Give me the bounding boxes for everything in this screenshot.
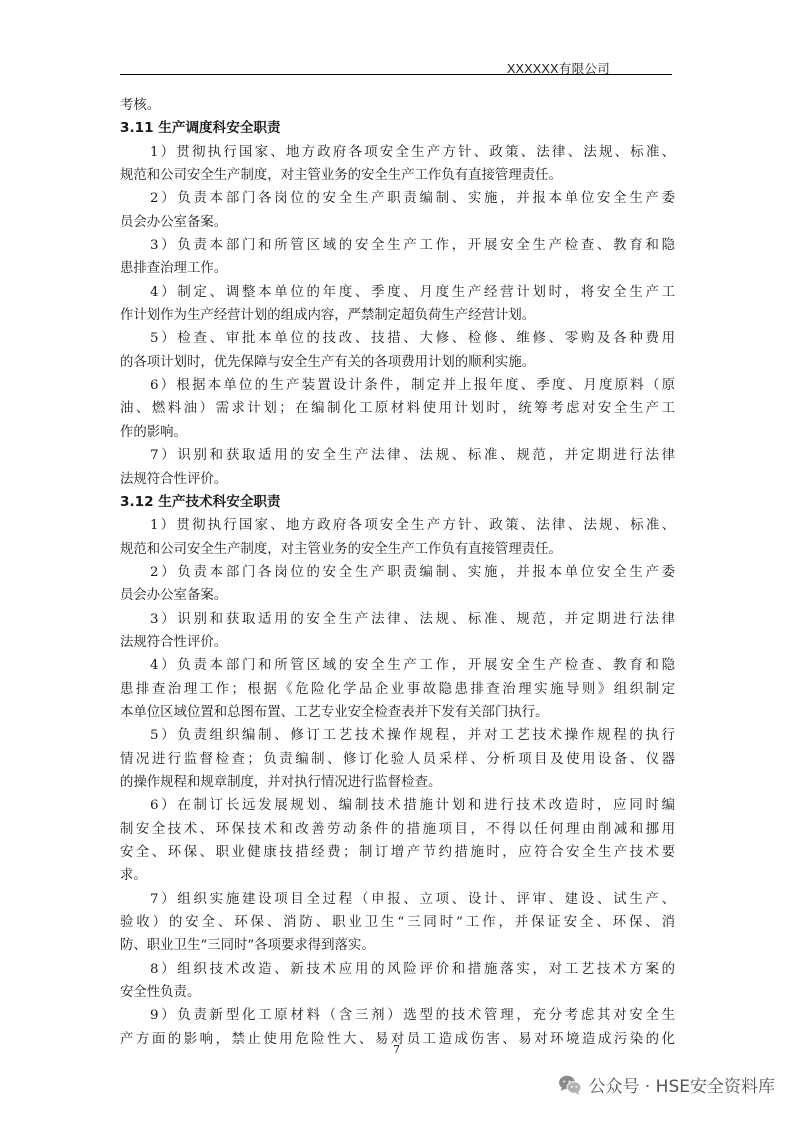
text-line: 安全性负责。: [120, 985, 201, 1001]
text-line: 5）检查、审批本单位的技改、技措、大修、检修、维修、零购及各种费用: [150, 331, 675, 347]
text-line: 员会办公室备案。: [120, 214, 228, 230]
text-line: 防、职业卫生“三同时”各项要求得到落实。: [120, 938, 375, 954]
text-line: 求。: [120, 868, 147, 884]
text-line: 作的影响。: [120, 424, 187, 440]
text-line: 6）根据本单位的生产装置设计条件，制定并上报年度、季度、月度原料（原: [150, 378, 675, 394]
text-line: 情况进行监督检查；负责编制、修订化验人员采样、分析项目及使用设备、仪器: [120, 751, 675, 767]
text-line: 安全、环保、职业健康技措经费；制订增产节约措施时，应符合安全生产技术要: [120, 845, 675, 860]
text-line: 患排查治理工作；根据《危险化学品企业事故隐患排查治理实施导则》组织制定: [120, 681, 675, 697]
section-heading: 3.12 生产技术科安全职责: [120, 493, 281, 510]
text-line: 规范和公司安全生产制度，对主管业务的安全生产工作负有直接管理责任。: [120, 168, 562, 184]
header-company-name: XXXXXX有限公司: [506, 62, 610, 76]
text-line: 油、燃料油）需求计划；在编制化工原材料使用计划时，统筹考虑对安全生产工: [120, 401, 675, 417]
text-line: 产方面的影响，禁止使用危险性大、易对员工造成伤害、易对环境造成污染的化: [120, 1031, 675, 1047]
text-line: 2）负责本部门各岗位的安全生产职责编制、实施，并报本单位安全生产委: [150, 564, 675, 580]
text-line: 制安全技术、环保技术和改善劳动条件的措施项目，不得以任何理由削减和挪用: [120, 821, 675, 837]
text-line: 6）在制订长远发展规划、编制技术措施计划和进行技术改造时，应同时编: [150, 798, 675, 814]
text-line: 3）识别和获取适用的安全生产法律、法规、标准、规范，并定期进行法律: [150, 611, 675, 627]
watermark: [558, 1072, 775, 1097]
text-line: 4）制定、调整本单位的年度、季度、月度生产经营计划时，将安全生产工: [150, 284, 675, 300]
text-line: 2）负责本部门各岗位的安全生产职责编制、实施，并报本单位安全生产委: [150, 191, 675, 207]
text-line: 4）负责本部门和所管区域的安全生产工作，开展安全生产检查、教育和隐: [150, 658, 675, 674]
text-line: 1）贯彻执行国家、地方政府各项安全生产方针、政策、法律、法规、标准、: [150, 144, 675, 160]
section-heading: 3.11 生产调度科安全职责: [120, 120, 281, 137]
watermark-text: 公众号 · HSE安全资料库: [588, 1077, 775, 1097]
text-line: 5）负责组织编制、修订工艺技术操作规程，并对工艺技术操作规程的执行: [150, 728, 675, 744]
document-body: [120, 94, 675, 1051]
wechat-icon: [558, 1074, 582, 1096]
text-line: 患排查治理工作。: [120, 261, 228, 277]
text-line: 法规符合性评价。: [120, 471, 228, 487]
text-line: 1）贯彻执行国家、地方政府各项安全生产方针、政策、法律、法规、标准、: [150, 518, 675, 534]
text-line: 7）识别和获取适用的安全生产法律、法规、标准、规范，并定期进行法律: [150, 448, 675, 464]
text-line: 的操作规程和规章制度，并对执行情况进行监督检查。: [120, 774, 442, 790]
text-line: 员会办公室备案。: [120, 588, 228, 604]
text-line: 验收）的安全、环保、消防、职业卫生“三同时”工作，并保证安全、环保、消: [120, 915, 675, 931]
text-line: 9）负责新型化工原材料（含三剂）选型的技术管理，充分考虑其对安全生: [150, 1008, 675, 1024]
page-header: [120, 58, 672, 75]
page-number: 7: [393, 1043, 400, 1056]
text-line: 考核。: [120, 98, 161, 113]
text-line: 法规符合性评价。: [120, 634, 228, 650]
text-line: 7）组织实施建设项目全过程（申报、立项、设计、评审、建设、试生产、: [150, 891, 675, 907]
text-line: 的各项计划时，优先保障与安全生产有关的各项费用计划的顺利实施。: [120, 354, 536, 370]
text-line: 8）组织技术改造、新技术应用的风险评价和措施落实，对工艺技术方案的: [150, 961, 675, 977]
text-line: 规范和公司安全生产制度，对主管业务的安全生产工作负有直接管理责任。: [120, 541, 562, 557]
text-line: 3）负责本部门和所管区域的安全生产工作，开展安全生产检查、教育和隐: [150, 238, 675, 254]
text-line: 作计划作为生产经营计划的组成内容，严禁制定超负荷生产经营计划。: [120, 308, 536, 324]
text-line: 本单位区域位置和总图布置、工艺专业安全检查表并下发有关部门执行。: [120, 704, 549, 720]
